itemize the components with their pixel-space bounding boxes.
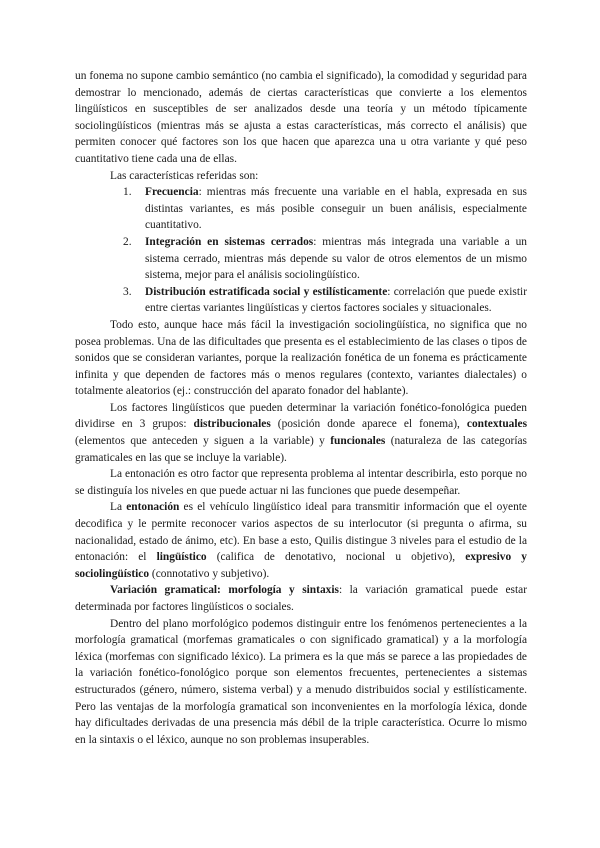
- list-number: 3.: [123, 285, 132, 298]
- paragraph-problems: Todo esto, aunque hace más fácil la investigación sociolingüística, no significa que no posea problemas. Una de las dificultades que presenta es el establecimiento de las clases o tipos de sonidos que se consideran variantes, porque la realización fonética de un fonema es prácticamente infinita y que dependen de factores más o menos regulares (contexto, variantes dialectales) o totalmente aleatorios (ej.: construcción del aparato fonador del hablante).: [75, 318, 527, 398]
- list-term: Distribución estratificada social y estilísticamente: [145, 285, 388, 298]
- paragraph-intonation-levels: [75, 499, 527, 582]
- text-run: La: [110, 501, 127, 514]
- list-item: [123, 234, 527, 284]
- text-run: es el vehículo lingüístico ideal para transmitir información que el oyente decodifica y le permite reconocer varios aspectos de su interlocutor (si pregunta o afirma, su nacionalidad, estado de ánimo, etc). En base a esto, Quilis distingue 3 niveles para el estudio de la entonación: el: [75, 501, 527, 564]
- text-run: (naturaleza de las categorías gramaticales en las que se incluye la variable).: [75, 435, 527, 464]
- list-term: Integración en sistemas cerrados: [145, 235, 314, 248]
- document-body: [75, 68, 527, 748]
- text-run: (elementos que anteceden y siguen a la variable) y: [75, 435, 331, 448]
- text-run: (califica de denotativo, nocional u objetivo),: [206, 551, 466, 564]
- bold-term: entonación: [126, 501, 180, 514]
- bold-term: contextuales: [466, 418, 527, 431]
- list-item: [123, 184, 527, 234]
- list-number: 1.: [123, 186, 132, 199]
- bold-term: expresivo y sociolingüístico: [75, 551, 527, 580]
- list-description: : mientras más integrada una variable a un sistema cerrado, mientras más depende su valor de otros elementos de un mismo sistema, mejor para el análisis sociolingüístico.: [145, 235, 527, 282]
- text-run: Los factores lingüísticos que pueden determinar la variación fonético-fonológica pueden dividirse en 3 grupos:: [75, 401, 527, 431]
- text-run: : la variación gramatical puede estar determinada por factores lingüísticos o sociales.: [75, 584, 528, 613]
- paragraph-linguistic-factors: [75, 400, 527, 466]
- section-heading-inline: Variación gramatical: morfología y sintaxis: [110, 584, 339, 597]
- list-item: [123, 284, 527, 317]
- features-list: [75, 184, 527, 317]
- bold-term: funcionales: [330, 435, 386, 448]
- bold-term: lingüístico: [156, 551, 207, 564]
- list-description: : correlación que puede existir entre ciertas variantes lingüísticas y ciertos factores sociales y situacionales.: [145, 285, 527, 315]
- list-description: : mientras más frecuente una variable en el habla, expresada en sus distintas variantes, es más posible conseguir un buen análisis, especialmente cuantitativo.: [145, 186, 527, 232]
- paragraph-grammatical-variation: [75, 582, 527, 615]
- list-number: 2.: [123, 235, 132, 248]
- paragraph-morphology: Dentro del plano morfológico podemos distinguir entre los fenómenos pertenecientes a la morfología gramatical (morfemas gramaticales o con significado gramatical) y a la morfología léxica (morfemas con significado léxico). La primera es la que más se parece a las propiedades de la variación fonético-fonológico porque son elementos frecuentes, pertenecientes a sistemas estructurados (género, número, sistema verbal) y a menudo distribuidos social y estilísticamente. Pero las ventajas de la morfología gramatical son inconvenientes en la morfología léxica, donde hay dificultades derivadas de una presencia más débil de la triple característica. Ocurre lo mismo en la sintaxis o el léxico, aunque no son problemas insuperables.: [75, 617, 527, 746]
- list-term: Frecuencia: [145, 186, 199, 199]
- text-run: (posición donde aparece el fonema),: [270, 418, 467, 431]
- paragraph-intro-continuation: un fonema no supone cambio semántico (no cambia el significado), la comodidad y seguridad para demostrar lo mencionado, además de ciertas características que convierte a los elementos lingüísticos en susceptibles de ser analizados desde una teoría y un método típicamente sociolingüísticos (mientras más se ajusta a estas características, más correcto el análisis) que permiten conocer qué factores son los que hacen que aparezca una u otra variante y qué peso cuantitativo tiene cada una de ellas.: [75, 70, 527, 165]
- paragraph-features-intro: Las características referidas son:: [110, 169, 259, 182]
- paragraph-intonation-problem: La entonación es otro factor que representa problema al intentar describirla, esto porque no se distinguía los niveles en que puede actuar ni las funciones que puede desempeñar.: [75, 468, 527, 497]
- bold-term: distribucionales: [193, 418, 271, 431]
- text-run: (connotativo y subjetivo).: [149, 567, 270, 580]
